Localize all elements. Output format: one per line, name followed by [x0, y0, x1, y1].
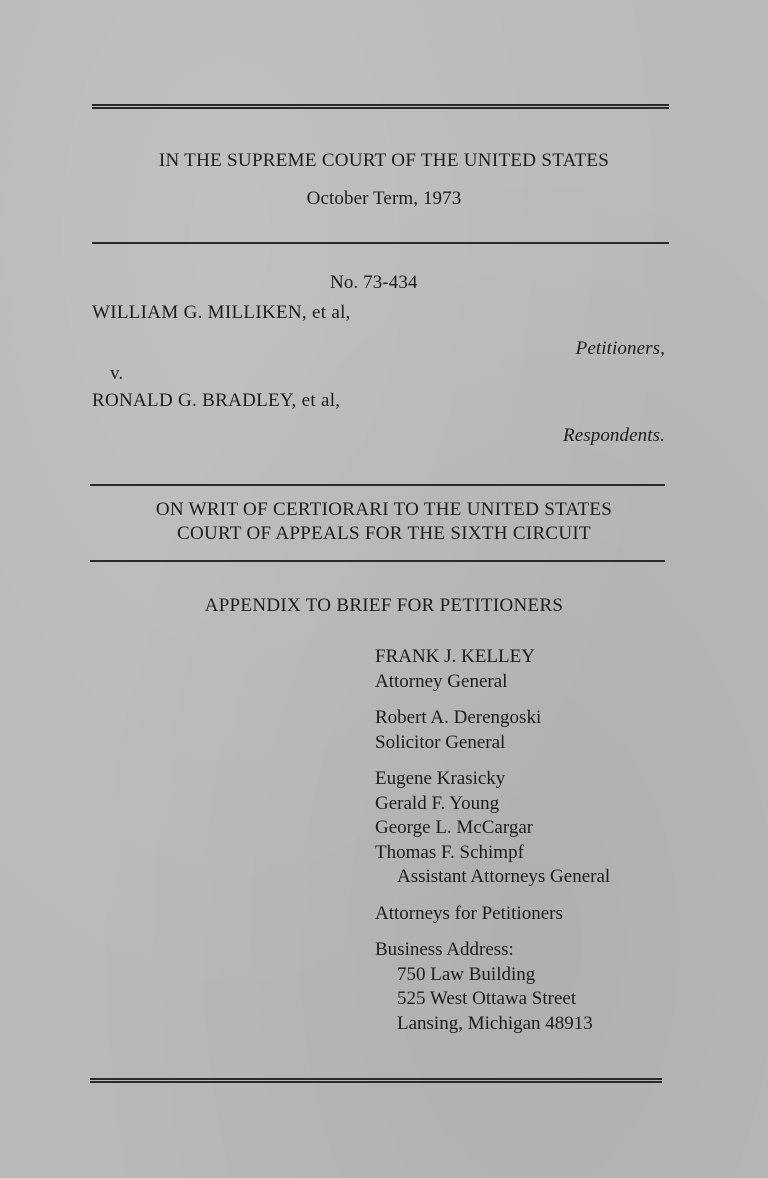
counsel-block: [375, 645, 705, 1048]
respondent-name: RONALD G. BRADLEY, et al,: [92, 390, 341, 411]
address-line: Lansing, Michigan 48913: [397, 1012, 593, 1034]
writ-line-2: COURT OF APPEALS FOR THE SIXTH CIRCUIT: [177, 523, 591, 544]
rule-after-term: [92, 242, 669, 244]
solicitor-general-title: Solicitor General: [375, 731, 506, 753]
assistant-attorney-name: Thomas F. Schimpf: [375, 841, 524, 863]
business-address-label: Business Address:: [375, 939, 514, 960]
assistant-attorneys-title: Assistant Attorneys General: [397, 866, 611, 887]
assistant-attorney-name: Gerald F. Young: [375, 792, 500, 814]
assistant-attorney-name: Eugene Krasicky: [375, 768, 506, 789]
top-double-rule: [92, 104, 669, 109]
petitioner-role: Petitioners,: [575, 338, 665, 359]
rule-before-writ: [90, 484, 665, 486]
business-address-group: [375, 938, 705, 1036]
court-heading: IN THE SUPREME COURT OF THE UNITED STATES: [158, 150, 610, 171]
document-title: APPENDIX TO BRIEF FOR PETITIONERS: [204, 595, 564, 616]
assistant-attorney-name: George L. McCargar: [375, 817, 534, 838]
versus-label: v.: [110, 363, 124, 384]
address-line: 750 Law Building: [397, 963, 536, 985]
solicitor-general-group: [375, 706, 705, 755]
attorney-general-name: FRANK J. KELLEY: [375, 646, 535, 667]
term-label: October Term, 1973: [306, 188, 462, 209]
solicitor-general-name: Robert A. Derengoski: [375, 707, 542, 728]
case-number: No. 73-434: [330, 272, 418, 293]
attorneys-for-group: [375, 902, 705, 927]
respondent-role: Respondents.: [563, 425, 665, 446]
attorney-general-group: [375, 645, 705, 694]
bottom-double-rule: [90, 1078, 662, 1083]
address-line: 525 West Ottawa Street: [397, 988, 577, 1009]
writ-line-1: ON WRIT OF CERTIORARI TO THE UNITED STATES: [155, 499, 613, 520]
attorneys-for-label: Attorneys for Petitioners: [375, 902, 563, 924]
attorney-general-title: Attorney General: [375, 670, 508, 692]
rule-after-writ: [90, 560, 665, 562]
petitioner-name: WILLIAM G. MILLIKEN, et al,: [92, 302, 351, 323]
assistant-attorneys-group: [375, 767, 705, 890]
